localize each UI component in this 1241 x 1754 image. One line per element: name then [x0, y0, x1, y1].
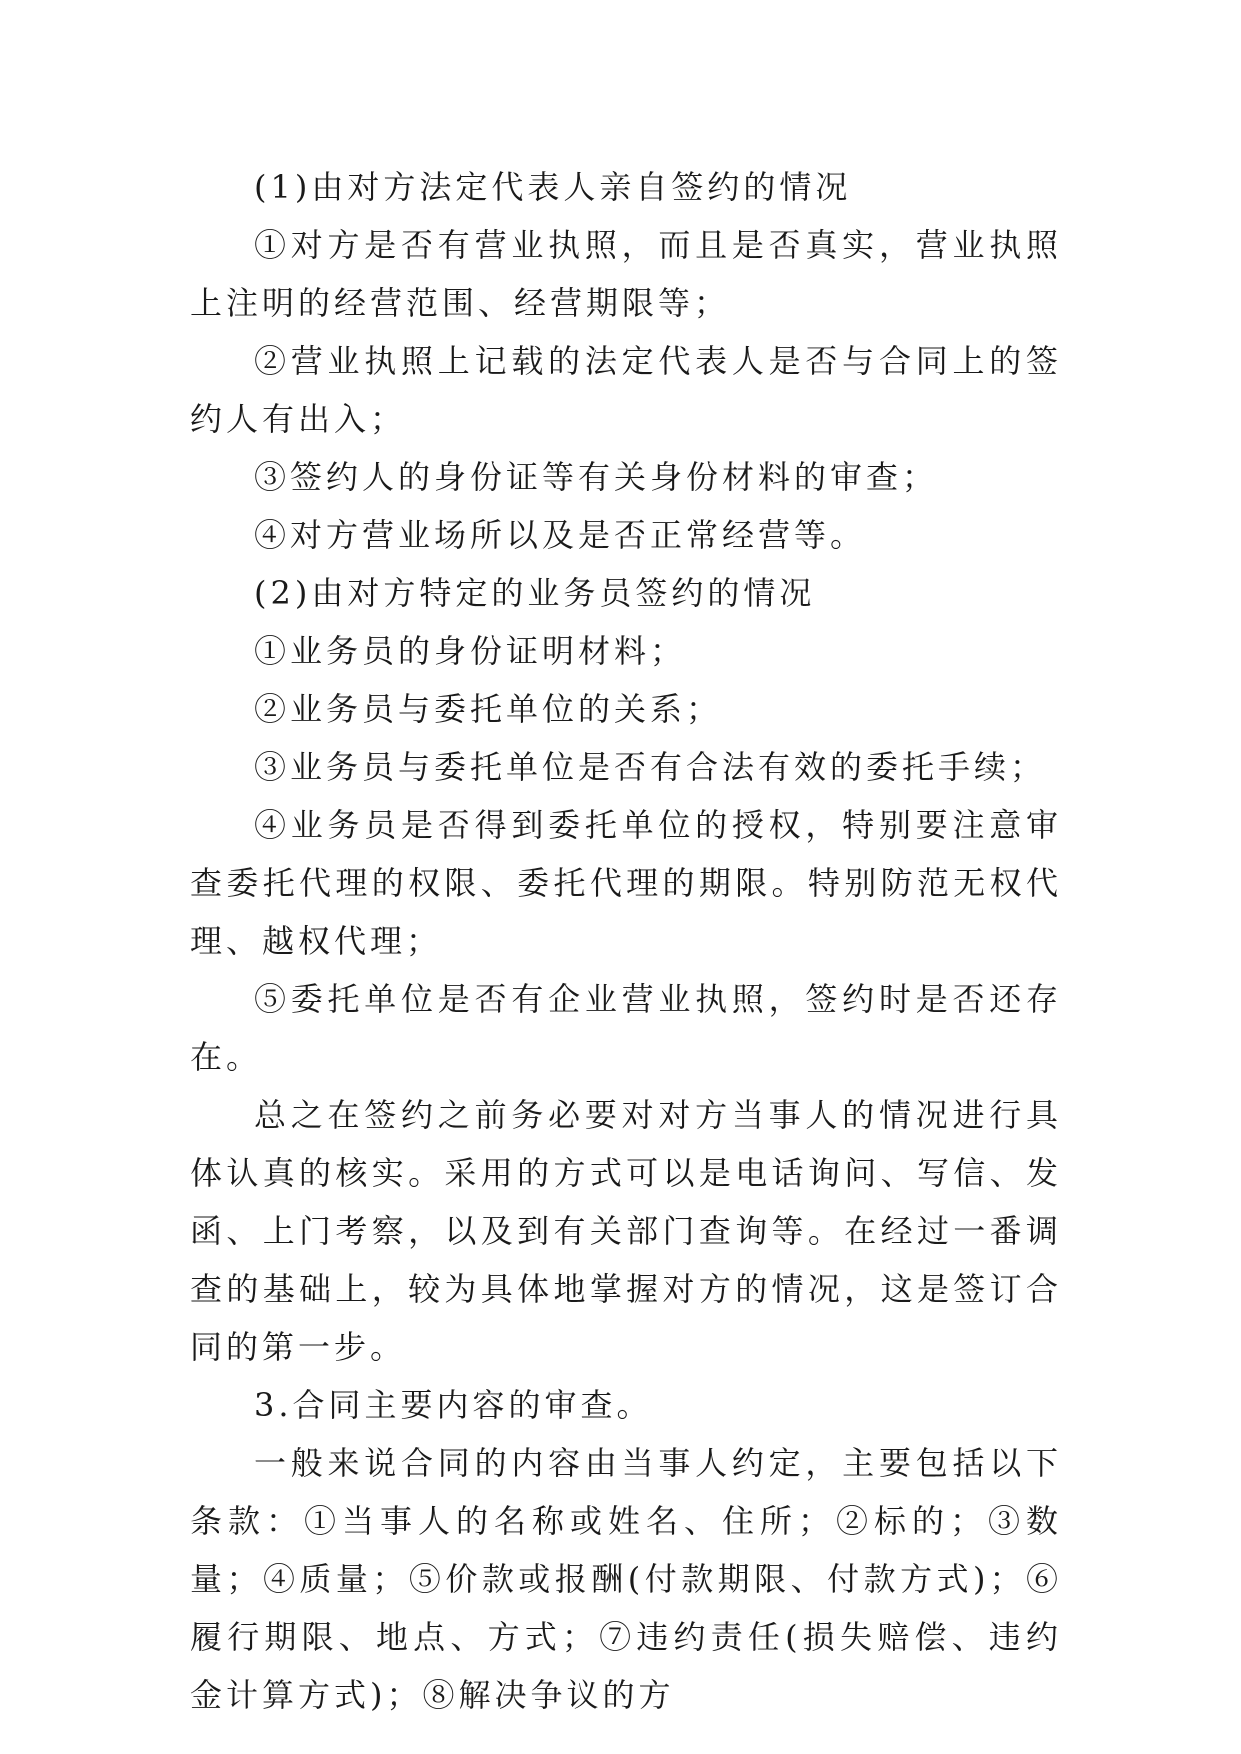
list-item: ③业务员与委托单位是否有合法有效的委托手续； — [254, 748, 1047, 786]
document-body — [190, 158, 1062, 1724]
list-item: ③签约人的身份证等有关身份材料的审查； — [254, 458, 939, 496]
list-item: ④业务员是否得到委托单位的授权，特别要注意审查委托代理的权限、委托代理的期限。特别防范无权代理、越权代理； — [190, 806, 1062, 960]
list-item: ①对方是否有营业执照，而且是否真实，营业执照上注明的经营范围、经营期限等； — [190, 226, 1062, 322]
body-paragraph: 一般来说合同的内容由当事人约定，主要包括以下条款：①当事人的名称或姓名、住所；②标的；③数量；④质量；⑤价款或报酬(付款期限、付款方式)；⑥履行期限、地点、方式；⑦违约责任(损失赔偿、违约金计算方式)；⑧解决争议的方 — [190, 1444, 1062, 1714]
summary-paragraph: 总之在签约之前务必要对对方当事人的情况进行具体认真的核实。采用的方式可以是电话询问、写信、发函、上门考察，以及到有关部门查询等。在经过一番调查的基础上，较为具体地掌握对方的情况，这是签订合同的第一步。 — [190, 1096, 1062, 1366]
section-heading-contract-content: 3.合同主要内容的审查。 — [254, 1386, 653, 1424]
list-item: ②营业执照上记载的法定代表人是否与合同上的签约人有出入； — [190, 342, 1062, 438]
section-heading-legal-representative: (1)由对方法定代表人亲自签约的情况 — [254, 168, 852, 206]
list-item: ④对方营业场所以及是否正常经营等。 — [254, 516, 867, 554]
list-item: ①业务员的身份证明材料； — [254, 632, 687, 670]
list-item: ⑤委托单位是否有企业营业执照，签约时是否还存在。 — [190, 980, 1062, 1076]
list-item: ②业务员与委托单位的关系； — [254, 690, 723, 728]
section-heading-salesperson: (2)由对方特定的业务员签约的情况 — [254, 574, 816, 612]
